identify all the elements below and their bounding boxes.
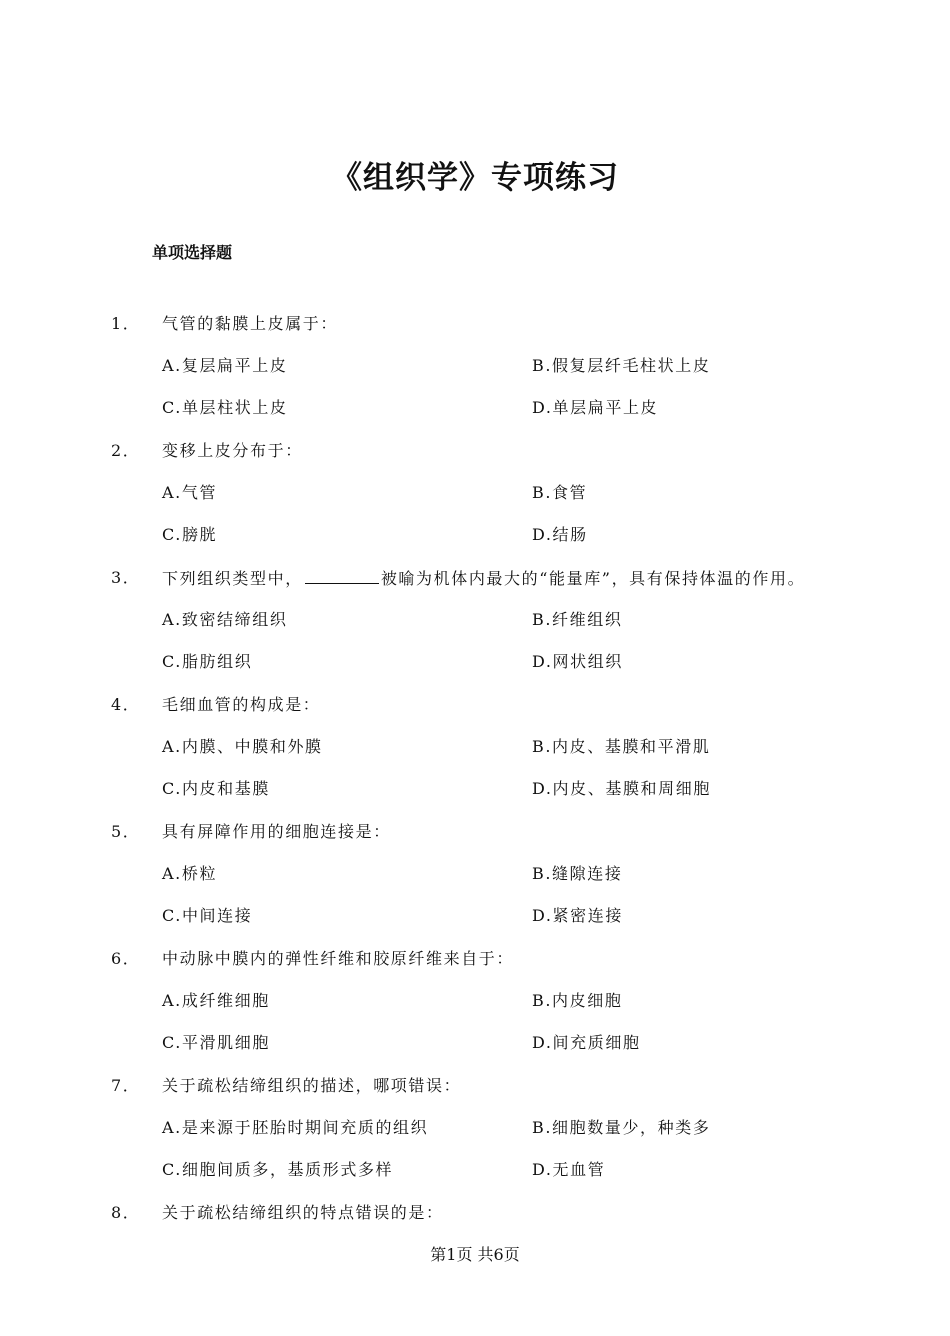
option-d: D.间充质细胞 bbox=[532, 1033, 641, 1052]
option-b: B.假复层纤毛柱状上皮 bbox=[532, 356, 711, 375]
option-a: A.成纤维细胞 bbox=[162, 991, 270, 1010]
question-text-before: 下列组织类型中， bbox=[162, 569, 303, 588]
page-title: 《组织学》专项练习 bbox=[331, 160, 619, 196]
question-text: 具有屏障作用的细胞连接是： bbox=[162, 822, 391, 841]
option-d: D.单层扁平上皮 bbox=[532, 398, 659, 417]
option-d: D.紧密连接 bbox=[532, 906, 623, 925]
question-2 bbox=[0, 438, 950, 464]
question-text-after: 被喻为机体内最大的“能量库”，具有保持体温的作用。 bbox=[380, 569, 806, 588]
question-text: 关于疏松结缔组织的特点错误的是： bbox=[162, 1203, 444, 1222]
option-a: A.气管 bbox=[162, 483, 218, 502]
option-a: A.复层扁平上皮 bbox=[162, 356, 288, 375]
question-text: 气管的黏膜上皮属于： bbox=[162, 314, 339, 333]
option-b: B.细胞数量少，种类多 bbox=[532, 1118, 711, 1137]
question-5 bbox=[0, 819, 950, 845]
option-a: A.内膜、中膜和外膜 bbox=[162, 737, 323, 756]
option-b: B.内皮、基膜和平滑肌 bbox=[532, 737, 711, 756]
option-d: D.内皮、基膜和周细胞 bbox=[532, 779, 711, 798]
page-footer: 第1页 共6页 bbox=[430, 1245, 520, 1264]
option-b: B.缝隙连接 bbox=[532, 864, 623, 883]
option-c: C.中间连接 bbox=[162, 906, 253, 925]
question-4 bbox=[0, 692, 950, 718]
question-number: 3． bbox=[111, 568, 141, 587]
section-heading: 单项选择题 bbox=[152, 243, 233, 262]
option-b: B.内皮细胞 bbox=[532, 991, 623, 1010]
question-7 bbox=[0, 1073, 950, 1099]
option-c: C.单层柱状上皮 bbox=[162, 398, 288, 417]
question-number: 1． bbox=[111, 314, 141, 333]
option-d: D.网状组织 bbox=[532, 652, 623, 671]
option-a: A.是来源于胚胎时期间充质的组织 bbox=[162, 1118, 429, 1137]
option-d: D.无血管 bbox=[532, 1160, 606, 1179]
question-text: 中动脉中膜内的弹性纤维和胶原纤维来自于： bbox=[162, 949, 515, 968]
option-b: B.纤维组织 bbox=[532, 610, 623, 629]
option-c: C.脂肪组织 bbox=[162, 652, 253, 671]
option-a: A.致密结缔组织 bbox=[162, 610, 288, 629]
question-number: 7． bbox=[111, 1076, 141, 1095]
question-1 bbox=[0, 311, 950, 337]
option-b: B.食管 bbox=[532, 483, 588, 502]
question-text: 毛细血管的构成是： bbox=[162, 695, 321, 714]
option-c: C.内皮和基膜 bbox=[162, 779, 270, 798]
question-text: 关于疏松结缔组织的描述，哪项错误： bbox=[162, 1076, 462, 1095]
fill-blank bbox=[305, 565, 379, 584]
option-d: D.结肠 bbox=[532, 525, 588, 544]
question-number: 2． bbox=[111, 441, 141, 460]
question-number: 6． bbox=[111, 949, 141, 968]
question-number: 4． bbox=[111, 695, 141, 714]
option-c: C.膀胱 bbox=[162, 525, 218, 544]
question-number: 8． bbox=[111, 1203, 141, 1222]
option-a: A.桥粒 bbox=[162, 864, 218, 883]
question-3 bbox=[0, 565, 950, 591]
question-number: 5． bbox=[111, 822, 141, 841]
option-c: C.平滑肌细胞 bbox=[162, 1033, 270, 1052]
question-text bbox=[162, 565, 805, 592]
question-text: 变移上皮分布于： bbox=[162, 441, 303, 460]
question-8 bbox=[0, 1200, 950, 1226]
option-c: C.细胞间质多，基质形式多样 bbox=[162, 1160, 394, 1179]
question-6 bbox=[0, 946, 950, 972]
